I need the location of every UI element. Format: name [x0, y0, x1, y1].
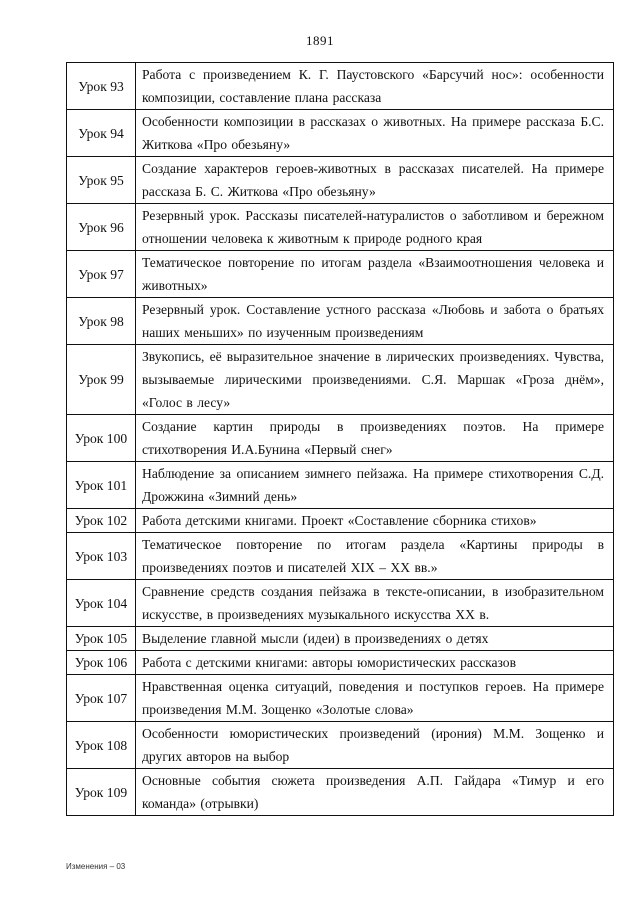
lesson-number: Урок 103 [67, 533, 136, 580]
lesson-row [67, 63, 614, 110]
lesson-topic: Тематическое повторение по итогам раздела «Взаимоотношения человека и животных» [136, 251, 614, 298]
lesson-number: Урок 98 [67, 298, 136, 345]
lesson-row [67, 509, 614, 533]
lesson-topic: Особенности юмористических произведений (ирония) М.М. Зощенко и других авторов на выбор [136, 722, 614, 769]
lesson-number: Урок 99 [67, 345, 136, 415]
lesson-row [67, 157, 614, 204]
lesson-row [67, 204, 614, 251]
lesson-table-body [67, 63, 614, 816]
lesson-row [67, 415, 614, 462]
lesson-number: Урок 109 [67, 769, 136, 816]
lesson-topic: Особенности композиции в рассказах о животных. На примере рассказа Б.С. Житкова «Про обезьяну» [136, 110, 614, 157]
lesson-row [67, 651, 614, 675]
lesson-topic: Сравнение средств создания пейзажа в тексте-описании, в изобразительном искусстве, в произведениях музыкального искусства XX в. [136, 580, 614, 627]
lesson-number: Урок 100 [67, 415, 136, 462]
lesson-number: Урок 105 [67, 627, 136, 651]
lesson-topic: Наблюдение за описанием зимнего пейзажа. На примере стихотворения С.Д. Дрожжина «Зимний день» [136, 462, 614, 509]
lesson-row [67, 769, 614, 816]
lesson-number: Урок 97 [67, 251, 136, 298]
lesson-number: Урок 107 [67, 675, 136, 722]
lesson-topic: Резервный урок. Рассказы писателей-натуралистов о заботливом и бережном отношении человека к животным к природе родного края [136, 204, 614, 251]
lesson-number: Урок 102 [67, 509, 136, 533]
lesson-row [67, 533, 614, 580]
lesson-number: Урок 101 [67, 462, 136, 509]
lesson-number: Урок 96 [67, 204, 136, 251]
lesson-topic: Резервный урок. Составление устного рассказа «Любовь и забота о братьях наших меньших» по изученным произведениям [136, 298, 614, 345]
lesson-row [67, 462, 614, 509]
lesson-plan-table [66, 62, 614, 816]
lesson-row [67, 345, 614, 415]
lesson-number: Урок 95 [67, 157, 136, 204]
lesson-number: Урок 106 [67, 651, 136, 675]
lesson-topic: Нравственная оценка ситуаций, поведения и поступков героев. На примере произведения М.М. Зощенко «Золотые слова» [136, 675, 614, 722]
lesson-number: Урок 108 [67, 722, 136, 769]
lesson-row [67, 722, 614, 769]
lesson-topic: Работа детскими книгами. Проект «Составление сборника стихов» [136, 509, 614, 533]
lesson-row [67, 675, 614, 722]
lesson-number: Урок 94 [67, 110, 136, 157]
lesson-topic: Выделение главной мысли (идеи) в произведениях о детях [136, 627, 614, 651]
lesson-row [67, 251, 614, 298]
lesson-topic: Работа с детскими книгами: авторы юмористических рассказов [136, 651, 614, 675]
lesson-number: Урок 93 [67, 63, 136, 110]
lesson-topic: Основные события сюжета произведения А.П. Гайдара «Тимур и его команда» (отрывки) [136, 769, 614, 816]
lesson-row [67, 580, 614, 627]
lesson-topic: Работа с произведением К. Г. Паустовского «Барсучий нос»: особенности композиции, составление плана рассказа [136, 63, 614, 110]
footer-revision-note: Изменения – 03 [66, 862, 126, 871]
page-number: 1891 [306, 33, 334, 48]
lesson-row [67, 298, 614, 345]
lesson-row [67, 110, 614, 157]
lesson-number: Урок 104 [67, 580, 136, 627]
lesson-row [67, 627, 614, 651]
lesson-topic: Создание картин природы в произведениях поэтов. На примере стихотворения И.А.Бунина «Первый снег» [136, 415, 614, 462]
lesson-topic: Звукопись, её выразительное значение в лирических произведениях. Чувства, вызываемые лирическими произведениями. С.Я. Маршак «Гроза днём», «Голос в лесу» [136, 345, 614, 415]
lesson-topic: Создание характеров героев-животных в рассказах писателей. На примере рассказа Б. С. Житкова «Про обезьяну» [136, 157, 614, 204]
lesson-topic: Тематическое повторение по итогам раздела «Картины природы в произведениях поэтов и писателей XIX – XX вв.» [136, 533, 614, 580]
